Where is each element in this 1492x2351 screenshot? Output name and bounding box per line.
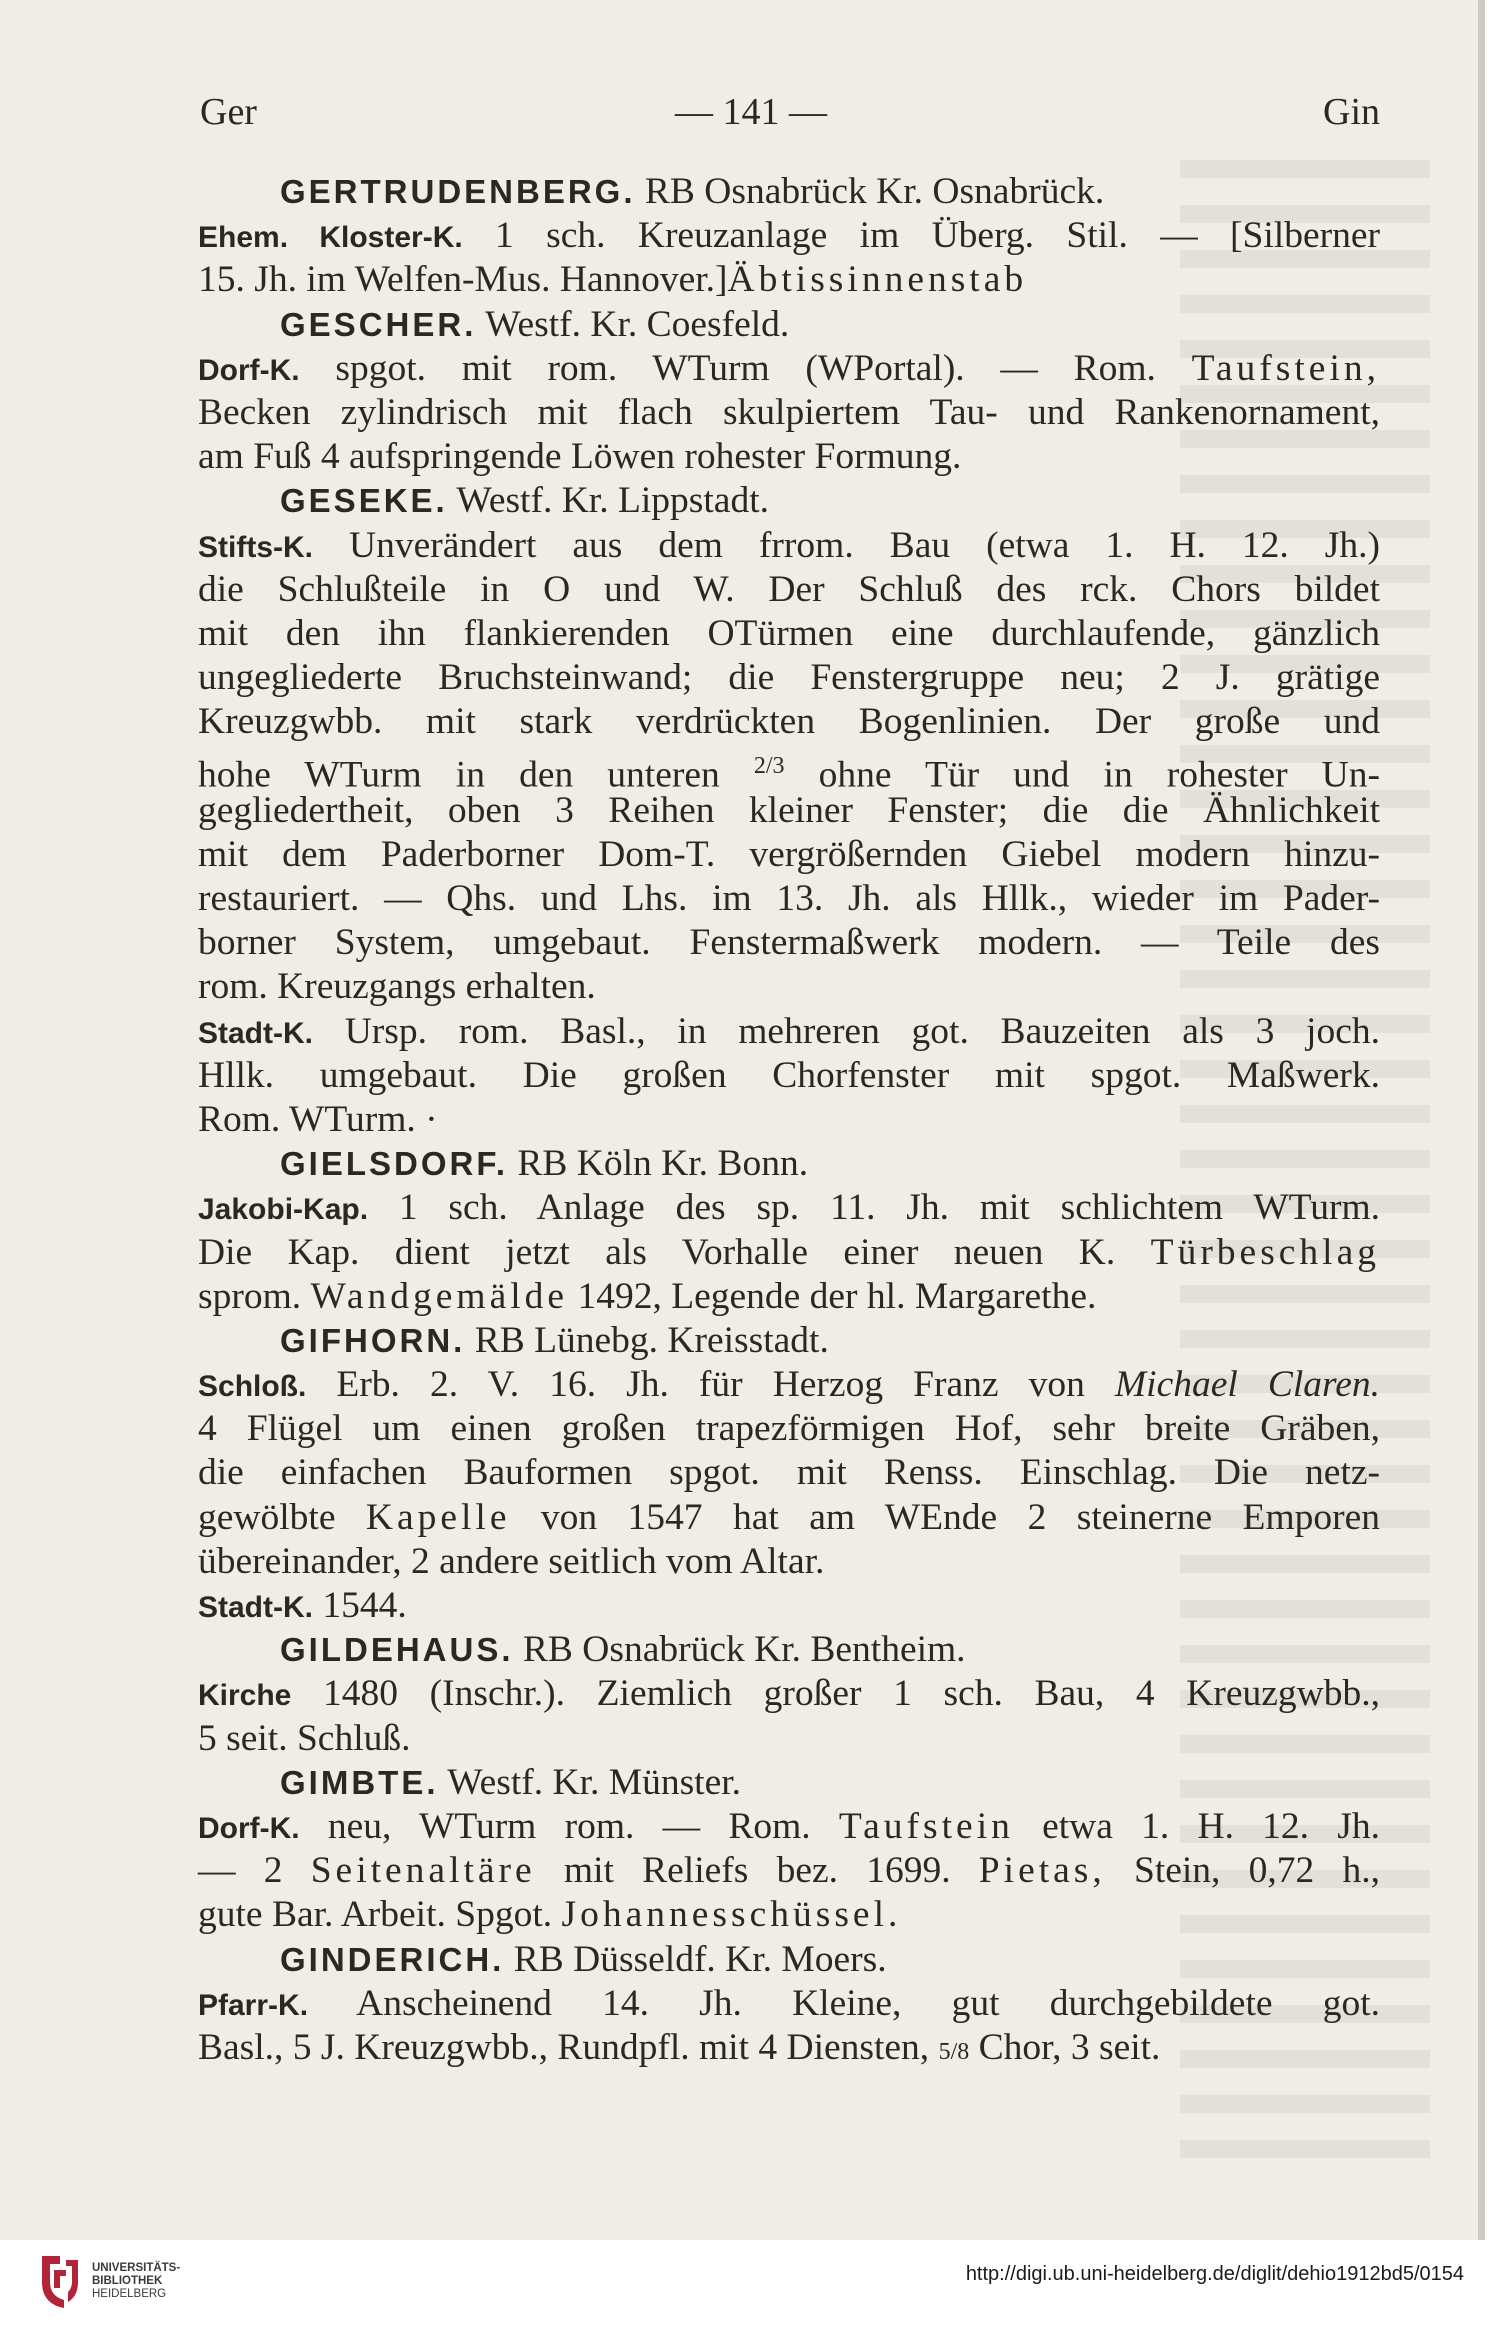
text-run: ohne Tür und in rohester Un-	[784, 754, 1380, 796]
text-line	[198, 656, 1380, 700]
text-run: Jakobi-Kap.	[198, 1193, 369, 1227]
entry-heading	[198, 479, 1380, 523]
text-run: mit Reliefs bez. 1699.	[535, 1850, 979, 1892]
place-location: Westf. Kr. Münster.	[447, 1761, 742, 1803]
text-run: Kirche	[198, 1679, 292, 1713]
place-location: Westf. Kr. Lippstadt.	[456, 480, 769, 522]
place-name: GILDEHAUS.	[280, 1631, 514, 1669]
entry-heading	[198, 1319, 1380, 1363]
text-run: hohe WTurm in den unteren	[198, 754, 754, 796]
text-line	[198, 568, 1380, 612]
place-location: Westf. Kr. Coesfeld.	[485, 303, 790, 345]
page-number: — 141 —	[675, 91, 827, 133]
header-right: Gin	[1323, 91, 1380, 133]
text-run: etwa 1. H. 12. Jh.	[1013, 1805, 1380, 1847]
text-run: 1544.	[313, 1585, 407, 1626]
text-line	[198, 1540, 1380, 1584]
text-run: Stadt-K.	[198, 1016, 313, 1050]
text-line	[198, 1672, 1380, 1716]
text-run: Chor, 3 seit.	[969, 2026, 1161, 2068]
place-name: GIELSDORF.	[280, 1145, 509, 1183]
text-run: Taufstein	[838, 1805, 1014, 1847]
logo-line-1: UNIVERSITÄTS-	[92, 2262, 181, 2274]
text-run: 5/8	[938, 2038, 970, 2065]
university-logo-icon	[36, 2252, 84, 2310]
place-location: RB Düsseldf. Kr. Moers.	[513, 1938, 887, 1980]
text-run: Dorf-K.	[198, 353, 300, 387]
text-run: — 2	[198, 1850, 311, 1892]
text-line	[198, 1849, 1380, 1893]
text-line	[198, 1054, 1380, 1098]
text-line	[198, 1451, 1380, 1495]
text-run: Stadt-K.	[198, 1591, 313, 1624]
text-line	[198, 1363, 1380, 1407]
place-name: GINDERICH.	[280, 1940, 505, 1978]
text-run: Seitenaltäre	[310, 1850, 536, 1892]
place-location: RB Köln Kr. Bonn.	[517, 1143, 809, 1185]
text-run: Rom. WTurm. ·	[198, 1098, 438, 1140]
footer-bar	[0, 2240, 1492, 2351]
text-run: rom. Kreuzgangs erhalten.	[198, 966, 596, 1008]
text-run: Ehem.	[198, 221, 320, 255]
text-run: die einfachen Bauformen spgot. mit Renss. Einschlag. Die netz-	[198, 1452, 1380, 1494]
text-line	[198, 833, 1380, 877]
logo-text	[92, 2262, 212, 2301]
text-run: gegliedertheit, oben 3 Reihen kleiner Fenster; die die Ähnlichkeit	[198, 789, 1380, 831]
text-run: Kapelle	[365, 1496, 511, 1538]
place-location: RB Osnabrück Kr. Osnabrück.	[644, 171, 1105, 212]
text-line	[198, 1407, 1380, 1451]
text-run: 1492, Legende der hl. Margarethe.	[568, 1275, 1097, 1317]
entry-heading	[198, 303, 1380, 347]
source-url-link[interactable]: http://digi.ub.uni-heidelberg.de/diglit/dehio1912bd5/0154	[965, 2263, 1464, 2285]
text-line	[198, 877, 1380, 921]
text-run: von 1547 hat am WEnde 2 steinerne Emporen	[510, 1496, 1380, 1538]
text-line	[198, 612, 1380, 656]
text-run: Schloß.	[198, 1370, 307, 1404]
text-run: sprom.	[198, 1275, 311, 1317]
text-line	[198, 391, 1380, 435]
place-location: RB Lünebg. Kreisstadt.	[474, 1319, 829, 1361]
text-run: 15. Jh. im Welfen-Mus. Hannover.]	[198, 259, 728, 301]
text-run: Kreuzgwbb. mit stark verdrückten Bogenlinien. Der große und	[198, 701, 1380, 743]
text-line	[198, 347, 1380, 391]
text-run: Taufstein,	[1191, 347, 1380, 389]
text-run: Hllk. umgebaut. Die großen Chorfenster mit spgot. Maßwerk.	[198, 1054, 1380, 1096]
place-name: GIFHORN.	[280, 1321, 466, 1359]
text-line	[198, 1496, 1380, 1540]
text-run: mit dem Paderborner Dom-T. vergrößernden Giebel modern hinzu-	[198, 833, 1380, 875]
place-name: GIMBTE.	[280, 1763, 439, 1801]
entry-heading	[198, 170, 1380, 214]
text-line	[198, 965, 1380, 1009]
text-run: 1 sch. Kreuzanlage im Überg. Stil. — [Silberner	[462, 215, 1380, 257]
logo-line-2: BIBLIOTHEK	[92, 2275, 163, 2287]
text-line	[198, 744, 1380, 796]
place-name: GERTRUDENBERG.	[280, 173, 636, 210]
text-line	[198, 214, 1380, 258]
text-run: Stifts-K.	[198, 530, 313, 564]
text-run: Pietas,	[978, 1850, 1106, 1892]
page-edge	[1478, 0, 1485, 2240]
text-run: Ursp. rom. Basl., in mehreren got. Bauzeiten als 3 joch.	[313, 1010, 1380, 1052]
text-run: ungegliederte Bruchsteinwand; die Fenstergruppe neu; 2 J. grätige	[198, 657, 1380, 699]
text-run: restauriert. — Qhs. und Lhs. im 13. Jh. als Hllk., wieder im Pader-	[198, 878, 1380, 919]
text-run: mit den ihn flankierenden OTürmen eine durchlaufende, gänzlich	[198, 612, 1380, 654]
text-run: Kloster-K.	[319, 221, 463, 255]
text-run: gewölbte	[198, 1496, 366, 1538]
text-run: Türbeschlag	[1150, 1231, 1380, 1273]
page-body	[198, 170, 1380, 2070]
text-run: Die Kap. dient jetzt als Vorhalle einer neuen K.	[198, 1231, 1151, 1273]
text-run: Äbtissinnenstab	[727, 259, 1028, 301]
text-line	[198, 1010, 1380, 1054]
text-line	[198, 1231, 1380, 1275]
text-line	[198, 1275, 1380, 1319]
text-line	[198, 1893, 1380, 1937]
text-run: 4 Flügel um einen großen trapezförmigen Hof, sehr breite Gräben,	[198, 1408, 1380, 1450]
logo-line-3: HEIDELBERG	[92, 2288, 167, 2300]
text-run: Anscheinend 14. Jh. Kleine, gut durchgebildete got.	[308, 1982, 1380, 2024]
header-left: Ger	[200, 91, 257, 133]
entry-heading	[198, 1938, 1380, 1982]
text-run: Becken zylindrisch mit flach skulpiertem Tau- und Rankenornament,	[198, 391, 1380, 433]
text-line	[198, 789, 1380, 833]
text-run: neu, WTurm rom. — Rom.	[299, 1805, 839, 1847]
text-run: Erb. 2. V. 16. Jh. für Herzog Franz von	[306, 1364, 1115, 1406]
text-line	[198, 258, 1380, 302]
running-header	[200, 90, 1380, 140]
text-run: Basl., 5 J. Kreuzgwbb., Rundpfl. mit 4 Diensten,	[198, 2026, 939, 2068]
text-run: Pfarr-K.	[198, 1988, 309, 2022]
text-line	[198, 2026, 1380, 2070]
text-run: Wandgemälde	[310, 1275, 569, 1317]
text-run: die Schlußteile in O und W. Der Schluß des rck. Chors bildet	[198, 568, 1380, 610]
text-line	[198, 1805, 1380, 1849]
text-run: Johannesschüssel.	[561, 1894, 902, 1936]
text-line	[198, 1982, 1380, 2026]
entry-heading	[198, 1761, 1380, 1805]
text-run: am Fuß 4 aufspringende Löwen rohester Formung.	[198, 436, 962, 478]
text-line	[198, 1186, 1380, 1230]
text-run: spgot. mit rom. WTurm (WPortal). — Rom.	[299, 347, 1192, 389]
text-run: Stein, 0,72 h.,	[1105, 1850, 1380, 1892]
text-run: 2/3	[753, 753, 785, 780]
text-run: 5 seit. Schluß.	[198, 1717, 411, 1759]
text-line	[198, 1717, 1380, 1761]
text-run: gute Bar. Arbeit. Spgot.	[198, 1894, 562, 1936]
place-location: RB Osnabrück Kr. Bentheim.	[522, 1629, 966, 1671]
place-name: GESCHER.	[280, 305, 477, 343]
text-run: Michael Claren.	[1114, 1364, 1380, 1406]
text-line	[198, 524, 1380, 568]
text-run: übereinander, 2 andere seitlich vom Altar.	[198, 1540, 825, 1582]
text-line	[198, 1098, 1380, 1142]
text-run: borner System, umgebaut. Fenstermaßwerk modern. — Teile des	[198, 922, 1380, 964]
text-line	[198, 921, 1380, 965]
text-line	[198, 435, 1380, 479]
text-run: 1480 (Inschr.). Ziemlich großer 1 sch. Bau, 4 Kreuzgwbb.,	[291, 1673, 1380, 1715]
text-line	[198, 700, 1380, 744]
text-run: Dorf-K.	[198, 1811, 300, 1845]
text-line	[198, 1584, 1380, 1628]
text-run: Unverändert aus dem frrom. Bau (etwa 1. H. 12. Jh.)	[313, 524, 1380, 566]
place-name: GESEKE.	[280, 482, 448, 520]
text-run: 1 sch. Anlage des sp. 11. Jh. mit schlichtem WTurm.	[368, 1187, 1380, 1229]
entry-heading	[198, 1142, 1380, 1186]
entry-heading	[198, 1628, 1380, 1672]
